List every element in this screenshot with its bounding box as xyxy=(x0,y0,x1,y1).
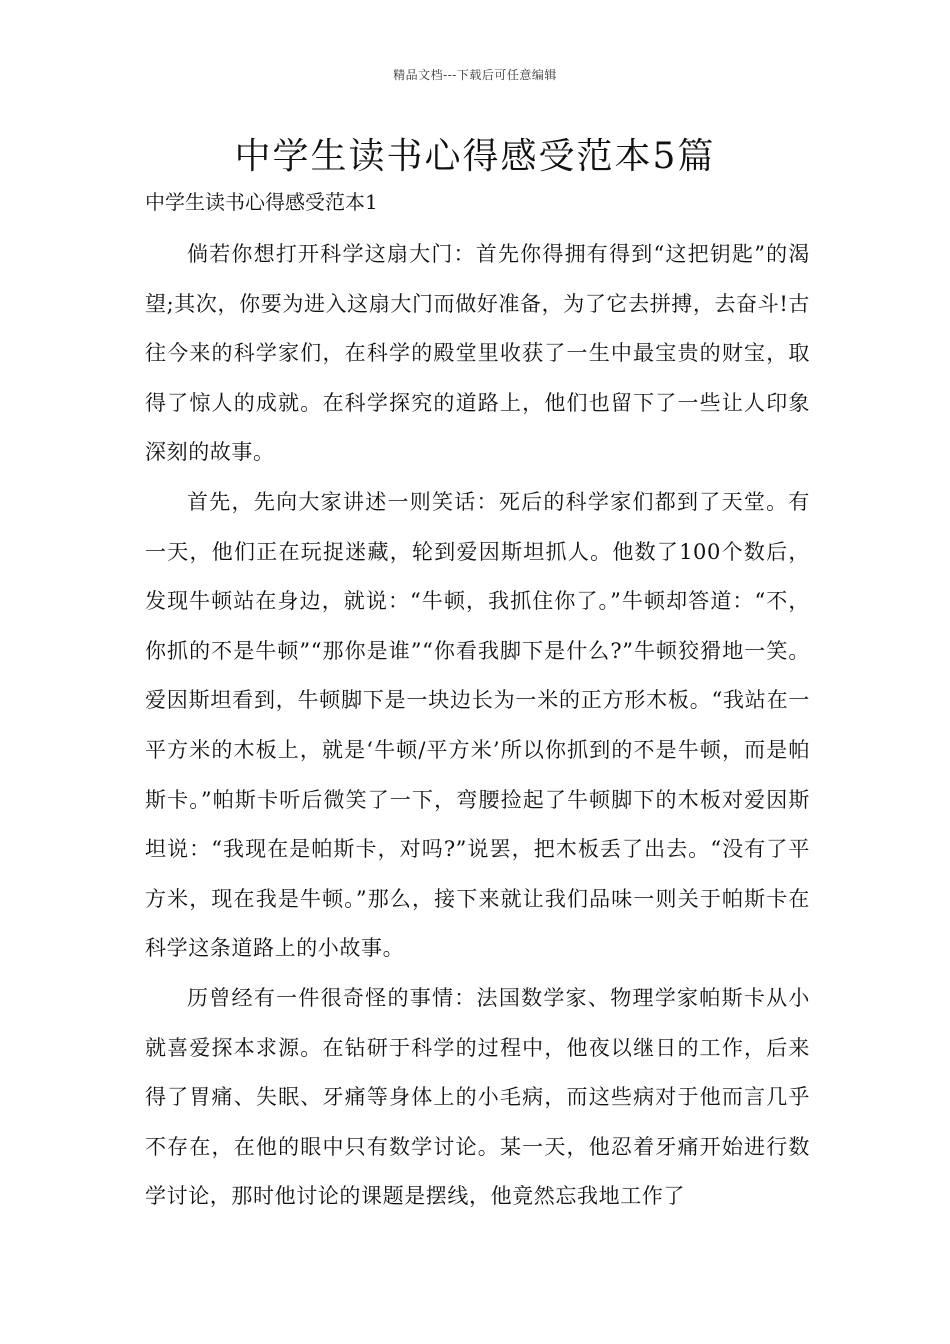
document-title: 中学生读书心得感受范本5篇 xyxy=(234,136,716,177)
paragraph-1: 倘若你想打开科学这扇大门：首先你得拥有得到“这把钥匙”的渴望;其次，你要为进入这扇大门而做好准备，为了它去拼搏，去奋斗!古往今来的科学家们，在科学的殿堂里收获了一生中最宝贵的财宝，取得了惊人的成就。在科学探究的道路上，他们也留下了一些让人印象深刻的故事。 xyxy=(145,242,810,465)
header-note: 精品文档---下载后可任意编辑 xyxy=(393,68,557,82)
paragraph-3: 历曾经有一件很奇怪的事情：法国数学家、物理学家帕斯卡从小就喜爱探本求源。在钻研于科学的过程中，他夜以继日的工作，后来得了胃痛、失眠、牙痛等身体上的小毛病，而这些病对于他而言几乎不存在，在他的眼中只有数学讨论。某一天，他忍着牙痛开始进行数学讨论，那时他讨论的课题是摆线，他竟然忘我地工作了 xyxy=(145,985,810,1209)
document-body xyxy=(145,230,810,1222)
paragraph-2: 首先，先向大家讲述一则笑话：死后的科学家们都到了天堂。有一天，他们正在玩捉迷藏，轮到爱因斯坦抓人。他数了100个数后，发现牛顿站在身边，就说：“牛顿，我抓住你了。”牛顿却答道：“不，你抓的不是牛顿”“那你是谁”“你看我脚下是什么?”牛顿狡猾地一笑。爱因斯坦看到，牛顿脚下是一块边长为一米的正方形木板。“我站在一平方米的木板上，就是‘牛顿/平方米’所以你抓到的不是牛顿，而是帕斯卡。”帕斯卡听后微笑了一下，弯腰捡起了牛顿脚下的木板对爱因斯坦说：“我现在是帕斯卡，对吗?”说罢，把木板丢了出去。“没有了平方米，现在我是牛顿。”那么，接下来就让我们品味一则关于帕斯卡在科学这条道路上的小故事。 xyxy=(145,489,810,961)
section-heading: 中学生读书心得感受范本1 xyxy=(145,190,378,214)
